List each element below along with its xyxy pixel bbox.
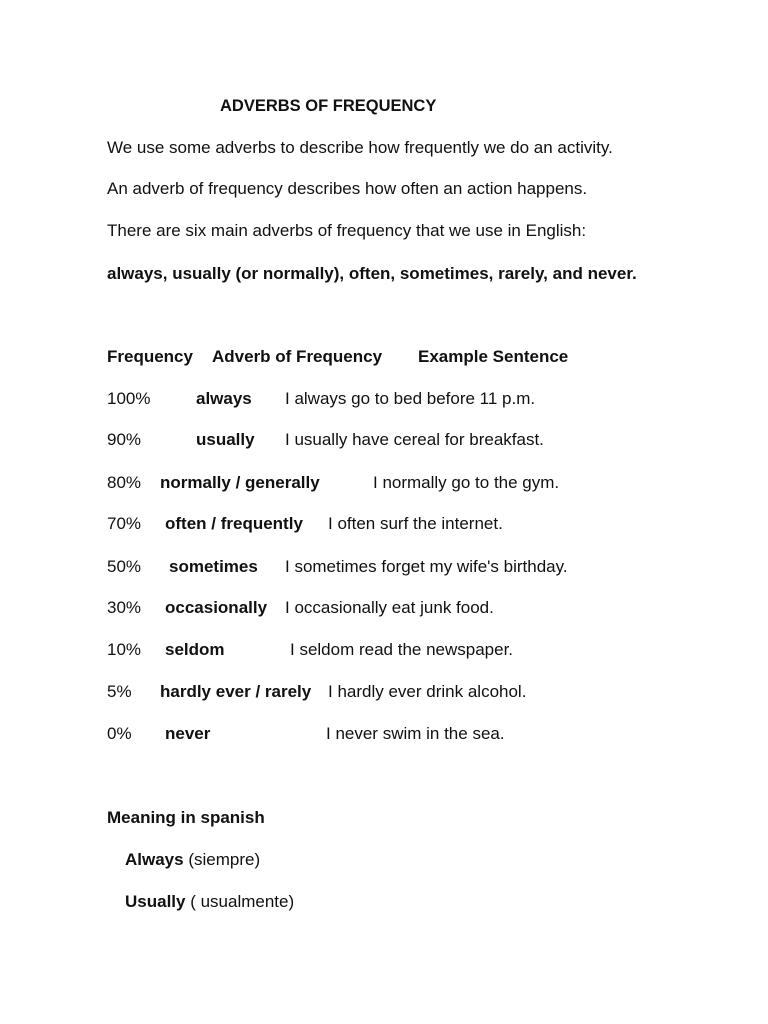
adverb-list-summary: always, usually (or normally), often, sometimes, rarely, and never. [107, 264, 637, 283]
row-example: I normally go to the gym. [373, 473, 560, 492]
row-frequency: 80% [107, 473, 142, 492]
row-adverb: seldom [165, 640, 225, 659]
intro-line-1: We use some adverbs to describe how frequently we do an activity. [107, 138, 613, 157]
row-frequency: 30% [107, 598, 142, 617]
row-example: I often surf the internet. [328, 514, 503, 533]
row-example: I occasionally eat junk food. [285, 598, 494, 617]
row-frequency: 50% [107, 557, 142, 576]
row-adverb: normally / generally [160, 473, 320, 492]
row-example: I seldom read the newspaper. [290, 640, 514, 659]
spanish-word: Usually [125, 892, 186, 911]
spanish-meaning: ( usualmente) [185, 892, 295, 911]
row-adverb: usually [196, 430, 255, 449]
row-frequency: 10% [107, 640, 142, 659]
row-frequency: 0% [107, 724, 132, 743]
row-example: I always go to bed before 11 p.m. [285, 389, 536, 408]
spanish-item [125, 892, 294, 912]
row-example: I usually have cereal for breakfast. [285, 430, 544, 449]
row-example: I hardly ever drink alcohol. [328, 682, 527, 701]
intro-line-3: There are six main adverbs of frequency that we use in English: [107, 221, 587, 240]
page-title: ADVERBS OF FREQUENCY [220, 97, 437, 115]
spanish-meaning: (siempre) [183, 850, 261, 869]
header-example: Example Sentence [418, 347, 569, 366]
row-frequency: 90% [107, 430, 142, 449]
header-frequency: Frequency [107, 347, 193, 366]
spanish-section-title: Meaning in spanish [107, 808, 265, 827]
row-example: I sometimes forget my wife's birthday. [285, 557, 568, 576]
row-frequency: 100% [107, 389, 151, 408]
spanish-item [125, 850, 260, 870]
row-adverb: occasionally [165, 598, 268, 617]
row-adverb: hardly ever / rarely [160, 682, 312, 701]
header-adverb: Adverb of Frequency [212, 347, 383, 366]
intro-line-2: An adverb of frequency describes how often an action happens. [107, 179, 588, 198]
row-example: I never swim in the sea. [326, 724, 505, 743]
row-frequency: 5% [107, 682, 132, 701]
row-adverb: always [196, 389, 252, 408]
row-adverb: never [165, 724, 211, 743]
row-frequency: 70% [107, 514, 142, 533]
spanish-word: Always [125, 850, 184, 869]
row-adverb: sometimes [169, 557, 258, 576]
row-adverb: often / frequently [165, 514, 303, 533]
